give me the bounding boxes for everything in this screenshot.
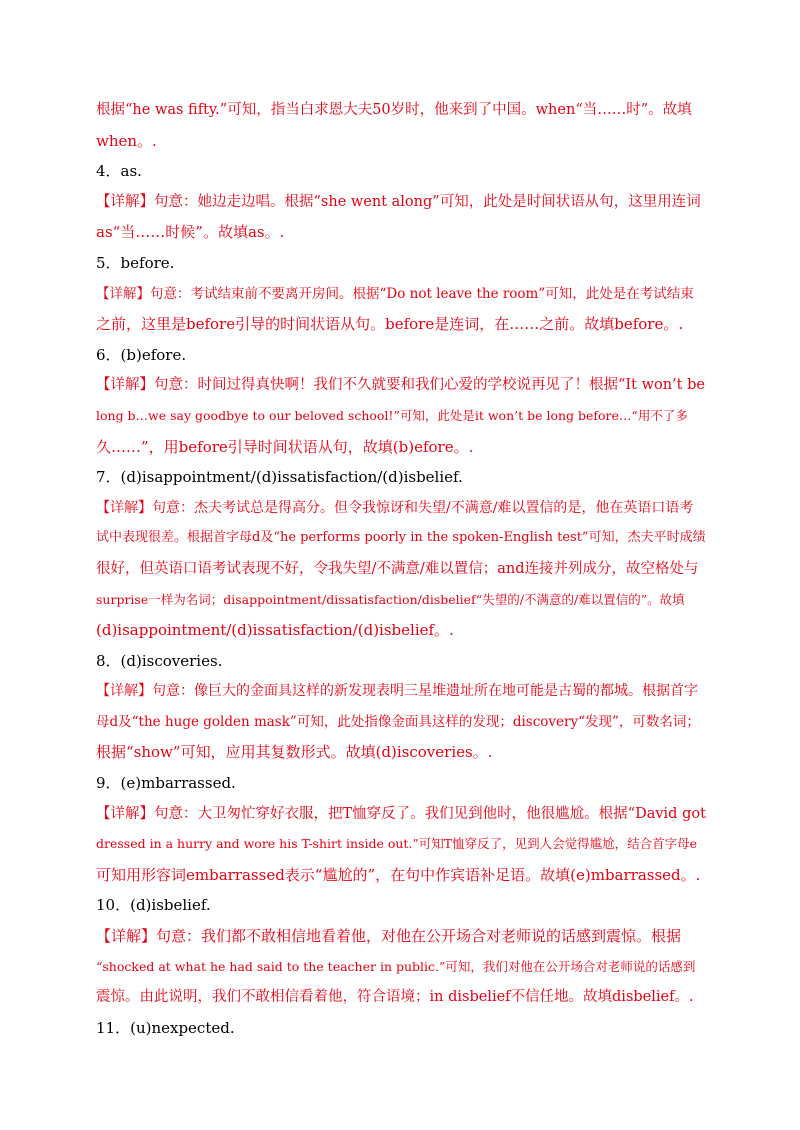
answer-item-line	[96, 340, 706, 371]
explanation-line	[96, 279, 706, 310]
explanation-line	[96, 585, 706, 616]
detail-tag: 【详解】	[96, 499, 152, 516]
detail-tag: 【详解】	[96, 193, 154, 210]
answer-item-line	[96, 768, 706, 799]
answer-item-line	[96, 248, 706, 279]
explanation-line	[96, 921, 706, 952]
explanation-line	[96, 707, 706, 738]
explanation-line	[96, 737, 706, 768]
line-text: 母d及“the huge golden mask”可知，此处指像金面具这样的发现；discovery“发现”，可数名词；	[96, 713, 700, 730]
explanation-line	[96, 217, 706, 248]
line-text: 根据“show”可知，应用其复数形式。故填(d)iscoveries。.	[96, 743, 493, 762]
line-text: dressed in a hurry and wore his T-shirt inside out.”可知T恤穿反了，见到人会觉得尴尬，结合首字母e	[96, 836, 698, 852]
line-text: 句意：像巨大的金面具这样的新发现表明三星堆遗址所在地可能是古蜀的都城。根据首字	[152, 683, 698, 700]
detail-tag: 【详解】	[96, 285, 150, 302]
answer-key-page	[96, 95, 706, 1043]
explanation-line	[96, 401, 706, 432]
line-text: 句意：大卫匆忙穿好衣服，把T恤穿反了。我们见到他时，他很尴尬。根据“David got	[154, 805, 706, 822]
line-text: 句意：她边走边唱。根据“she went along”可知，此处是时间状语从句，这里用连词	[154, 193, 701, 210]
line-text: 5．before.	[96, 253, 175, 272]
detail-tag: 【详解】	[96, 927, 157, 946]
line-text: 句意：杰夫考试总是得高分。但令我惊讶和失望/不满意/难以置信的是，他在英语口语考	[152, 499, 694, 516]
explanation-line	[96, 982, 706, 1013]
line-text: 11．(u)nexpected.	[96, 1018, 235, 1037]
line-text: 4．as.	[96, 162, 142, 181]
answer-item-line	[96, 1013, 706, 1044]
detail-tag: 【详解】	[96, 377, 154, 394]
line-text: “shocked at what he had said to the teacher in public.”可知，我们对他在公开场合对老师说的话感到	[96, 958, 696, 974]
line-text: 9．(e)mbarrassed.	[96, 774, 236, 793]
line-text: 之前，这里是before引导的时间状语从句。before是连词，在……之前。故填before。.	[96, 315, 684, 334]
answer-item-line	[96, 462, 706, 493]
explanation-line	[96, 187, 706, 218]
line-text: long b…we say goodbye to our beloved school!”可知，此处是it won’t be long before…“用不了多	[96, 407, 688, 423]
line-text: 震惊。由此说明，我们不敢相信看着他，符合语境；in disbelief不信任地。故填disbelief。.	[96, 989, 694, 1006]
explanation-line	[96, 523, 706, 554]
explanation-line	[96, 95, 706, 126]
line-text: 句意：考试结束前不要离开房间。根据“Do not leave the room”可知，此处是在考试结束	[150, 285, 694, 302]
line-text: as“当……时候”。故填as。.	[96, 223, 285, 242]
explanation-line	[96, 829, 706, 860]
line-text: 很好，但英语口语考试表现不好，令我失望/不满意/难以置信；and连接并列成分，故空格处与	[96, 560, 699, 577]
explanation-line	[96, 554, 706, 585]
explanation-line	[96, 615, 706, 646]
explanation-line	[96, 126, 706, 157]
line-text: 6．(b)efore.	[96, 345, 187, 364]
answer-item-line	[96, 890, 706, 921]
explanation-line	[96, 952, 706, 983]
detail-tag: 【详解】	[96, 683, 152, 700]
line-text: 久……”，用before引导时间状语从句，故填(b)efore。.	[96, 437, 474, 456]
answer-lines	[96, 95, 706, 1043]
line-text: (d)isappointment/(d)issatisfaction/(d)isbelief。.	[96, 621, 454, 640]
line-text: 试中表现很差。根据首字母d及“he performs poorly in the spoken-English test”可知，杰夫平时成绩	[96, 530, 706, 546]
explanation-line	[96, 432, 706, 463]
line-text: 10．(d)isbelief.	[96, 896, 211, 915]
line-text: 根据“he was fifty.”可知，指当白求恩大夫50岁时，他来到了中国。when“当……时”。故填	[96, 102, 692, 118]
explanation-line	[96, 309, 706, 340]
line-text: 8．(d)iscoveries.	[96, 651, 223, 670]
line-text: when。.	[96, 131, 157, 150]
explanation-line	[96, 493, 706, 524]
detail-tag: 【详解】	[96, 805, 154, 822]
line-text: 7．(d)isappointment/(d)issatisfaction/(d)isbelief.	[96, 468, 463, 487]
explanation-line	[96, 799, 706, 830]
answer-item-line	[96, 646, 706, 677]
explanation-line	[96, 676, 706, 707]
explanation-line	[96, 370, 706, 401]
answer-item-line	[96, 156, 706, 187]
line-text: 可知用形容词embarrassed表示“尴尬的”，在句中作宾语补足语。故填(e)mbarrassed。.	[96, 865, 701, 884]
line-text: surprise一样为名词；disappointment/dissatisfaction/disbelief“失望的/不满意的/难以置信的”。故填	[96, 591, 685, 607]
line-text: 句意：时间过得真快啊！我们不久就要和我们心爱的学校说再见了！根据“It won’t be	[154, 377, 705, 394]
explanation-line	[96, 860, 706, 891]
line-text: 句意：我们都不敢相信地看着他，对他在公开场合对老师说的话感到震惊。根据	[156, 927, 682, 946]
